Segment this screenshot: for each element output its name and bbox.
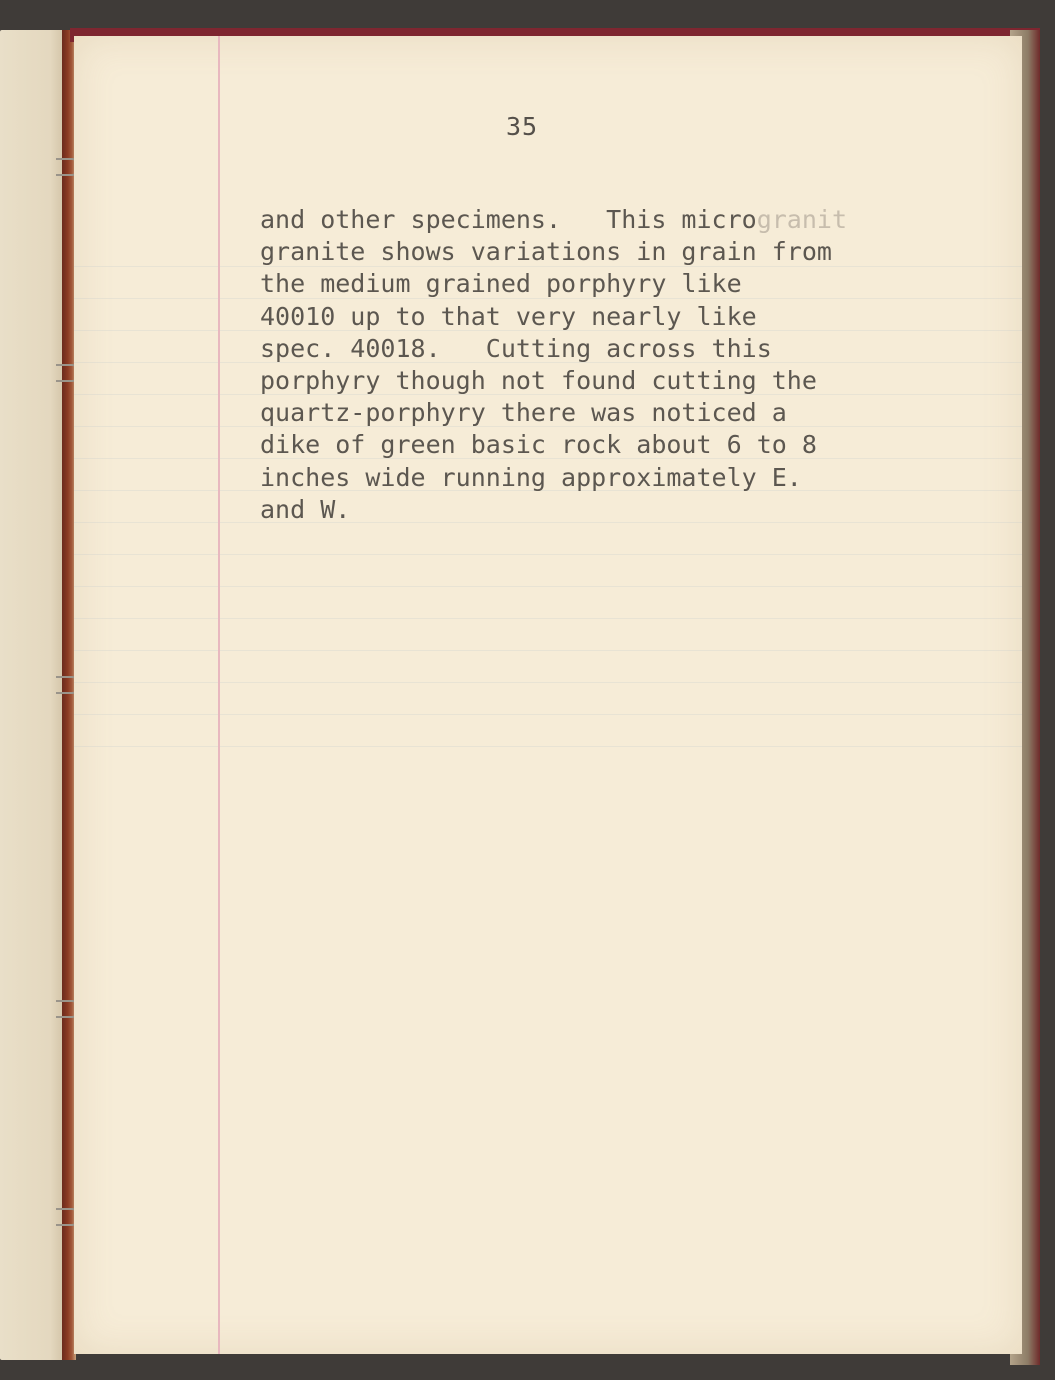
text-line-faded-tail: granit (756, 205, 848, 234)
text-line (260, 301, 1000, 333)
text-line-content: granite shows variations in grain from (260, 237, 832, 267)
text-line-content: and other specimens. This micro (260, 205, 757, 234)
text-line-content: dike of green basic rock about 6 to 8 (260, 430, 817, 460)
text-line-content: porphyry though not found cutting the (260, 366, 817, 396)
ruled-line (74, 682, 1022, 683)
text-line (260, 204, 1000, 236)
text-line-content: the medium grained porphyry like (260, 269, 742, 299)
text-line (260, 236, 1000, 268)
text-line-content: inches wide running approximately E. (260, 462, 802, 492)
text-line-content: quartz-porphyry there was noticed a (260, 398, 787, 428)
page-margin-line (218, 36, 220, 1354)
ruled-line (74, 586, 1022, 587)
text-line (260, 333, 1000, 365)
text-line-content: and W. (260, 494, 351, 524)
text-line (260, 268, 1000, 300)
text-line (260, 365, 1000, 397)
ruled-line (74, 650, 1022, 651)
text-line-content: spec. 40018. Cutting across this (260, 333, 772, 363)
ruled-line (74, 714, 1022, 715)
ruled-line (74, 554, 1022, 555)
text-line (260, 397, 1000, 429)
text-line (260, 462, 1000, 494)
page-number: 35 (506, 112, 539, 141)
notebook-page (74, 36, 1022, 1354)
typed-body-text (260, 204, 1000, 526)
text-line-content: 40010 up to that very nearly like (260, 301, 757, 331)
text-line (260, 494, 1000, 526)
ruled-line (74, 746, 1022, 747)
ruled-line (74, 618, 1022, 619)
text-line (260, 429, 1000, 461)
